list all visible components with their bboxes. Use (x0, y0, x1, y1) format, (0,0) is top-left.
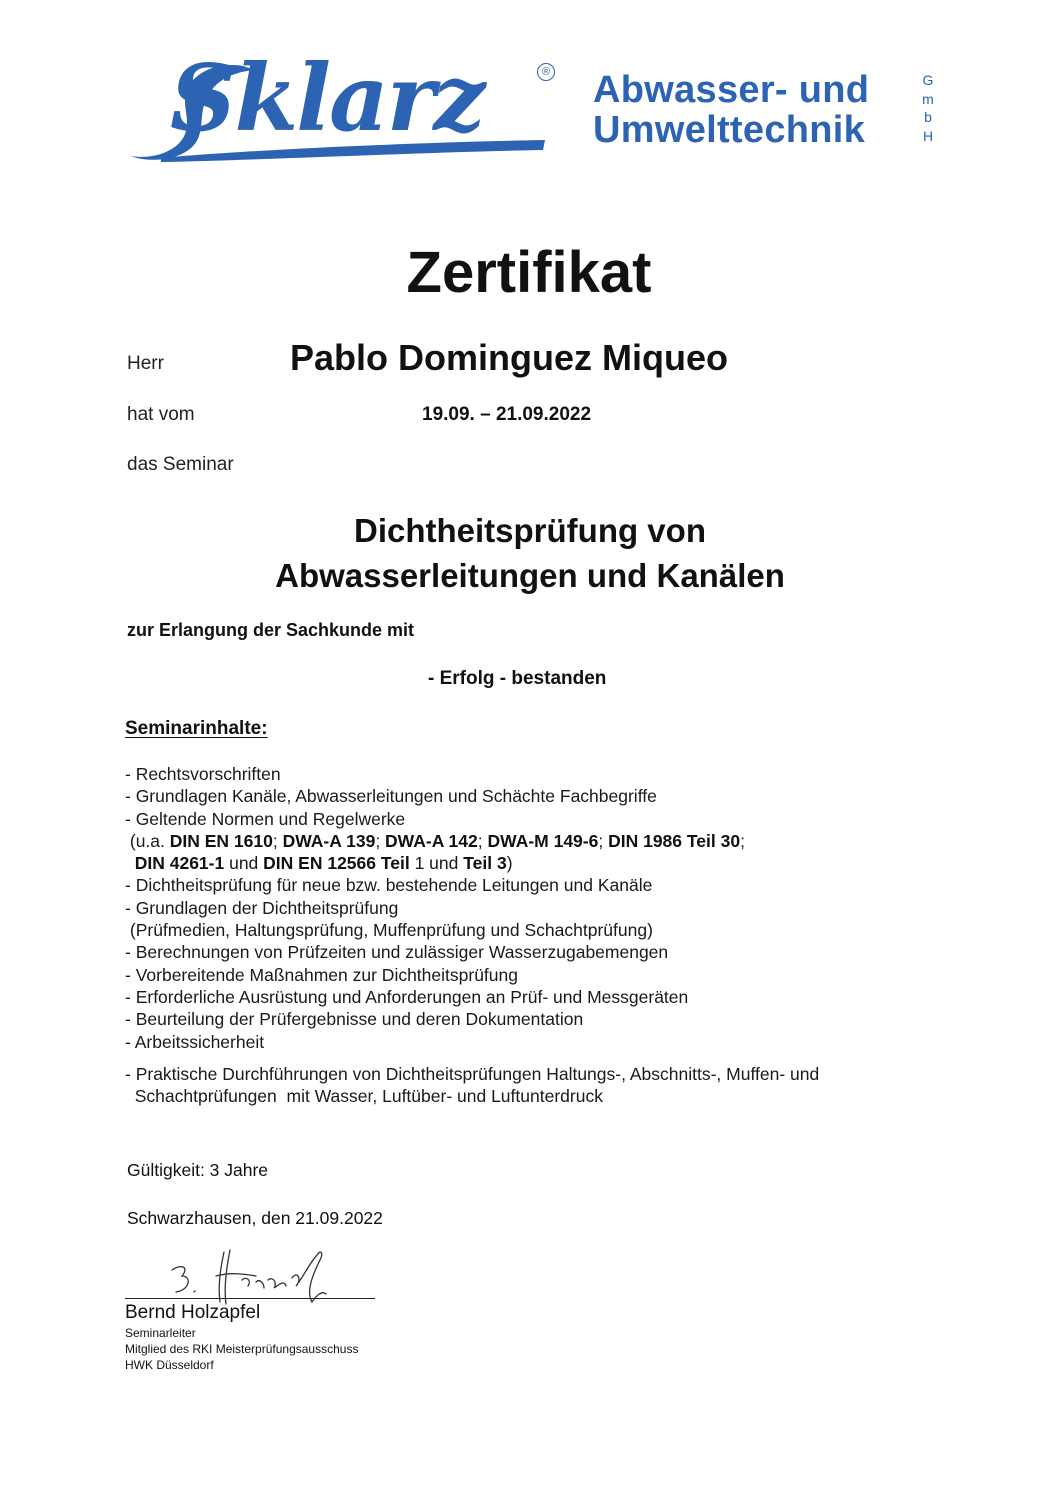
signature-line (125, 1298, 375, 1299)
list-item: - Beurteilung der Prüfergebnisse und deren Dokumentation (125, 1009, 584, 1030)
signer-membership: Mitglied des RKI Meisterprüfungsausschuss (125, 1342, 359, 1356)
certificate-title: Zertifikat (406, 240, 652, 305)
seminar-title: Dichtheitsprüfung von Abwasserleitungen und Kanälen (275, 512, 785, 594)
salutation-label: Herr (127, 353, 164, 374)
legal-form-gmbh: G m b H (922, 72, 934, 144)
list-item: - Praktische Durchführungen von Dichtheitsprüfungen Haltungs-, Abschnitts-, Muffen- und (125, 1063, 820, 1084)
signer-organization: HWK Düsseldorf (125, 1358, 214, 1372)
list-item: - Vorbereitende Maßnahmen zur Dichtheitsprüfung (125, 964, 518, 985)
recipient-name: Pablo Dominguez Miqueo (290, 337, 728, 378)
list-item: - Grundlagen der Dichtheitsprüfung (125, 897, 399, 918)
seminar-contents-heading: Seminarinhalte: (125, 718, 268, 739)
seminar-contents-list (125, 763, 819, 1107)
list-item: (Prüfmedien, Haltungsprüfung, Muffenprüfung und Schachtprüfung) (125, 920, 653, 941)
list-item: Schachtprüfungen mit Wasser, Luftüber- und Luftunterdruck (125, 1086, 603, 1107)
list-spacer (125, 1053, 819, 1063)
certificate-result: - Erfolg - bestanden (428, 668, 607, 689)
period-label: hat vom (127, 404, 195, 425)
list-item: - Erforderliche Ausrüstung und Anforderungen an Prüf- und Messgeräten (125, 986, 689, 1007)
signer-name: Bernd Holzapfel (125, 1302, 261, 1323)
place-and-date: Schwarzhausen, den 21.09.2022 (127, 1208, 383, 1228)
registered-trademark-icon: ® (537, 63, 555, 81)
logo-wordmark: Sklarz (170, 44, 484, 152)
list-item: - Berechnungen von Prüfzeiten und zulässiger Wasserzugabemengen (125, 942, 669, 963)
seminar-period: 19.09. – 21.09.2022 (422, 404, 592, 425)
certificate-purpose: zur Erlangung der Sachkunde mit (127, 620, 415, 640)
norms-line-2: DIN 4261-1 und DIN EN 12566 Teil 1 und Teil 3) (134, 853, 513, 874)
seminar-label: das Seminar (127, 454, 234, 475)
company-name-line-2: Umwelttechnik (593, 109, 866, 151)
norms-line-1: (u.a. DIN EN 1610; DWA-A 139; DWA-A 142; DWA-M 149-6; DIN 1986 Teil 30; (125, 830, 745, 851)
validity-period: Gültigkeit: 3 Jahre (127, 1160, 269, 1180)
company-name-line-1: Abwasser- und (593, 69, 870, 111)
list-item: - Dichtheitsprüfung für neue bzw. bestehende Leitungen und Kanäle (125, 875, 653, 896)
list-item: - Geltende Normen und Regelwerke (125, 808, 406, 829)
list-item: - Grundlagen Kanäle, Abwasserleitungen und Schächte Fachbegriffe (125, 786, 657, 807)
signer-role: Seminarleiter (125, 1326, 196, 1340)
list-item: - Arbeitssicherheit (125, 1031, 265, 1052)
list-item: - Rechtsvorschriften (125, 764, 281, 784)
